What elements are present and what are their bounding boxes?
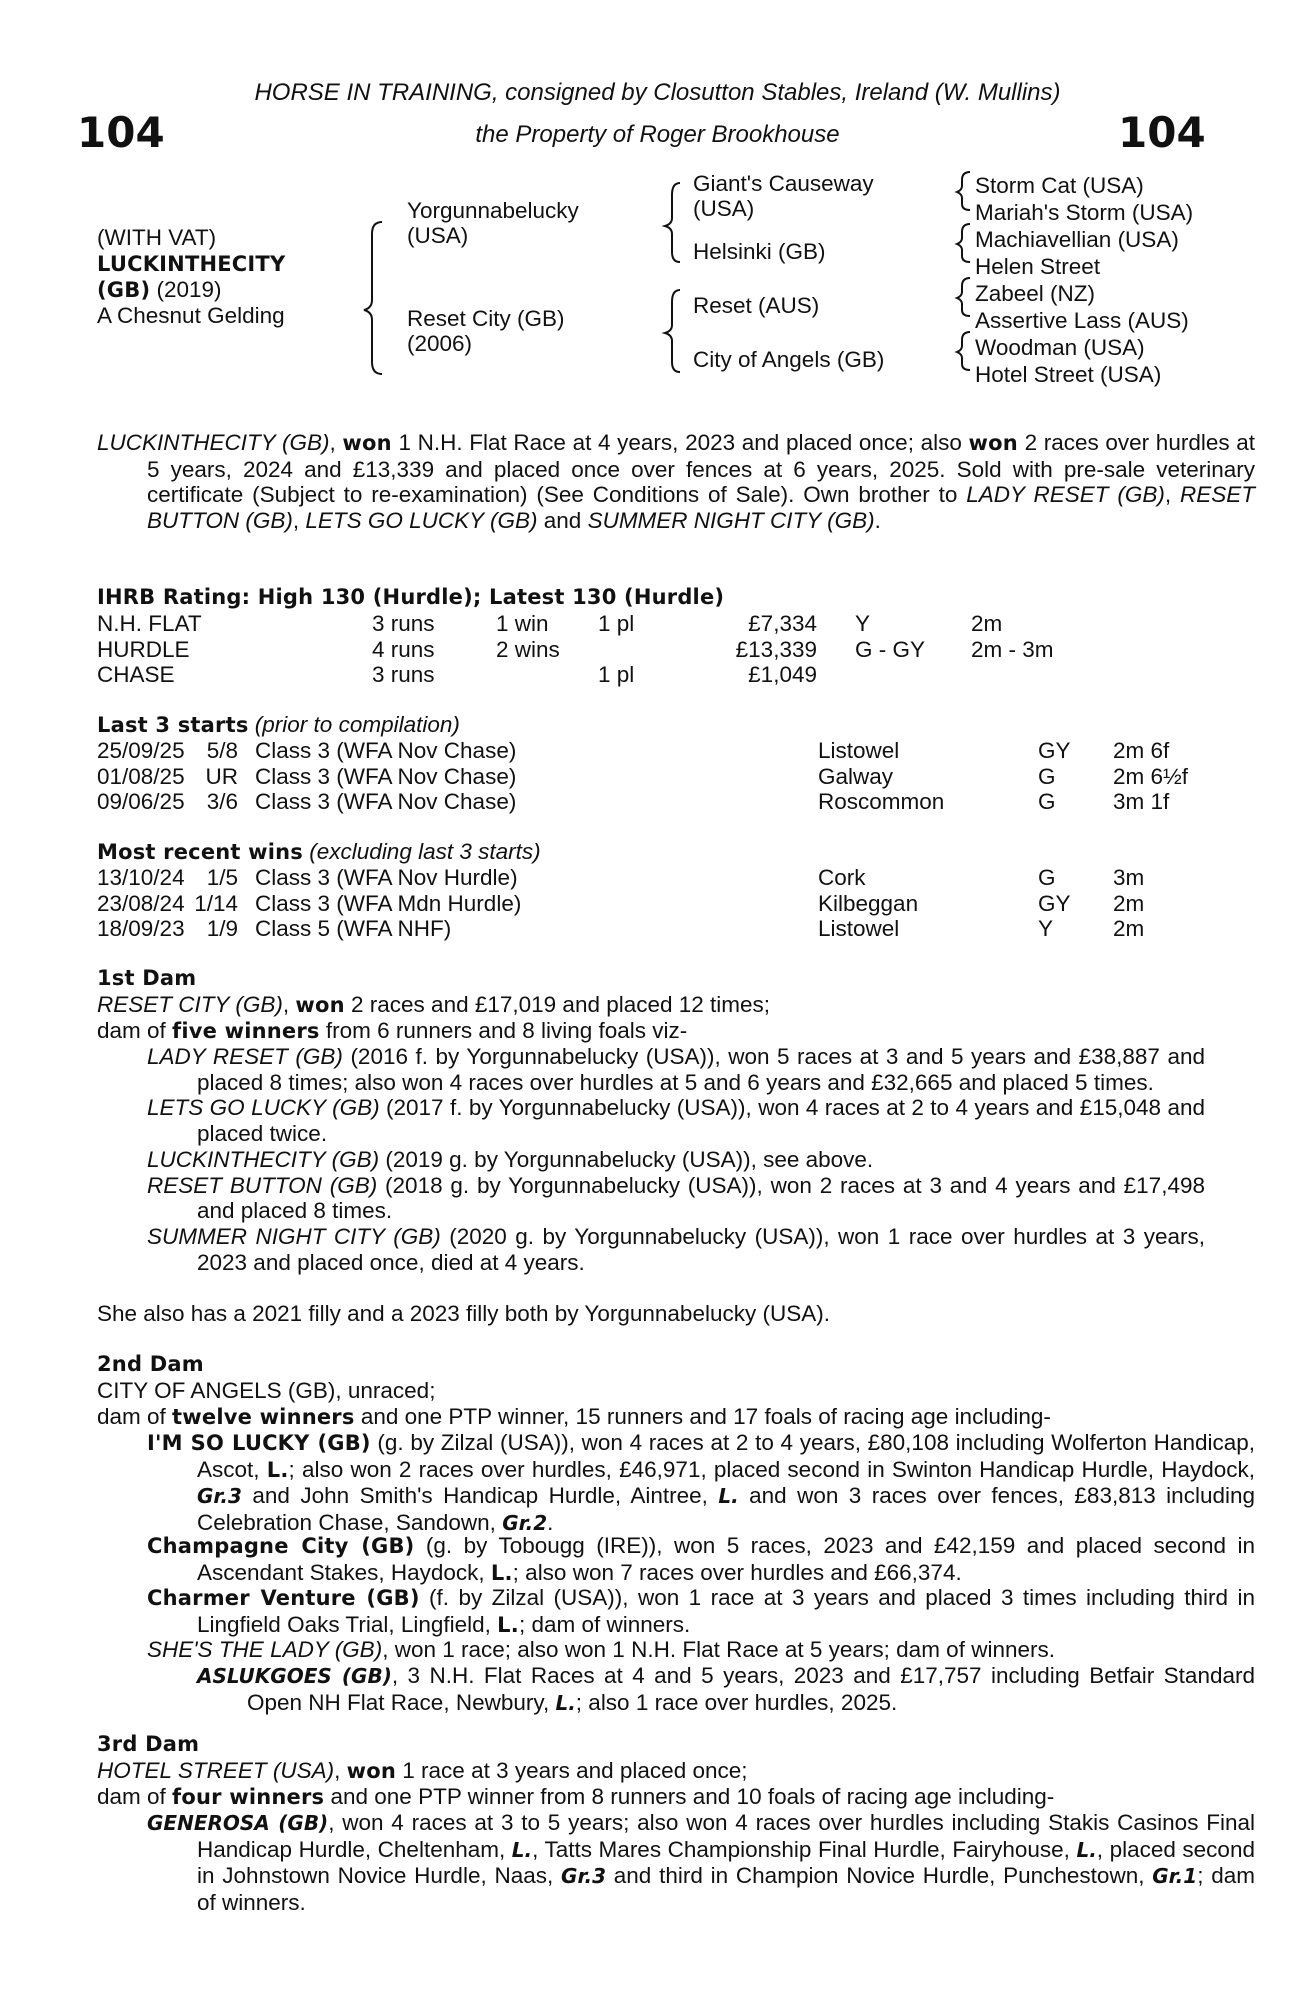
sibling-name: LADY RESET (GB) bbox=[966, 482, 1165, 508]
race-going: Y bbox=[1038, 916, 1054, 942]
last-starts-heading bbox=[97, 712, 460, 739]
sire-country: (USA) bbox=[407, 223, 469, 248]
dam1-produce-text: from 6 runners and 8 living foals viz- bbox=[319, 1018, 688, 1043]
progeny-name: I'M SO LUCKY (GB) bbox=[147, 1431, 371, 1455]
progeny-text: and third in Champion Novice Hurdle, Punchestown, bbox=[606, 1863, 1153, 1889]
rating-placed: 1 pl bbox=[598, 611, 635, 636]
group-badge: Gr.2 bbox=[502, 1511, 548, 1536]
progeny-text: ; also won 2 races over hurdles, £46,971, placed second in Swinton Handicap Hurdle, Haydock, bbox=[288, 1456, 1255, 1482]
rating-going: Y bbox=[855, 611, 871, 636]
race-position: 1/14 bbox=[194, 890, 238, 916]
summary-won: won bbox=[968, 431, 1018, 455]
race-distance: 3m 1f bbox=[1113, 789, 1170, 815]
separator: , bbox=[1164, 482, 1180, 508]
race-position: 1/9 bbox=[206, 916, 238, 942]
race-going: G bbox=[1038, 789, 1056, 815]
listed-badge: L. bbox=[1076, 1837, 1097, 1862]
race-date: 09/06/25 bbox=[97, 789, 185, 815]
race-distance: 2m bbox=[1113, 890, 1145, 916]
dam1-winners: five winners bbox=[172, 1019, 320, 1043]
gen3-ancestor: Machiavellian (USA) bbox=[975, 227, 1179, 252]
brace-g3-1 bbox=[957, 172, 970, 210]
dam-of-label: dam of bbox=[97, 1018, 173, 1043]
progeny-name: Charmer Venture (GB) bbox=[147, 1586, 420, 1610]
rating-wins: 2 wins bbox=[496, 636, 560, 662]
race-course: Listowel bbox=[818, 916, 900, 942]
gen3-ancestor: Mariah's Storm (USA) bbox=[975, 200, 1194, 225]
pedigree-dam bbox=[407, 306, 565, 356]
rating-prize: £7,334 bbox=[748, 611, 817, 636]
group-badge: Gr.3 bbox=[197, 1484, 242, 1509]
brace-gen1 bbox=[364, 222, 382, 374]
rating-prize: £1,049 bbox=[748, 662, 817, 688]
race-distance: 3m bbox=[1113, 865, 1145, 890]
brace-g3-3 bbox=[957, 278, 970, 316]
sibling-name: SUMMER NIGHT CITY (GB) bbox=[587, 508, 875, 534]
dam-year: (2006) bbox=[407, 331, 473, 356]
progeny-name: LADY RESET (GB) bbox=[147, 1044, 343, 1069]
dam3-name: HOTEL STREET (USA) bbox=[97, 1758, 335, 1783]
progeny-text: (2017 f. by Yorgunnabelucky (USA)), won 4 races at 2 to 4 years and £15,048 and placed twice. bbox=[197, 1095, 1205, 1147]
dam2-produce-text: and one PTP winner, 15 runners and 17 foals of racing age including- bbox=[354, 1404, 1051, 1429]
progeny-text: (2018 g. by Yorgunnabelucky (USA)), won 2 races at 3 and 4 years and £17,498 and placed 8 times. bbox=[197, 1172, 1205, 1224]
dam2-granddaughter-progeny bbox=[197, 1663, 1255, 1716]
dam2-progeny-1 bbox=[147, 1430, 1255, 1537]
race-class: Class 3 (WFA Nov Chase) bbox=[255, 738, 517, 763]
race-course: Galway bbox=[818, 763, 894, 789]
progeny-text: , won 1 race; also won 1 N.H. Flat Race at 5 years; dam of winners. bbox=[382, 1637, 1055, 1662]
progeny-name: LETS GO LUCKY (GB) bbox=[147, 1095, 380, 1121]
dam1-name: RESET CITY (GB) bbox=[97, 992, 283, 1017]
dam2-title: 2nd Dam bbox=[97, 1352, 204, 1376]
listed-badge: L. bbox=[718, 1484, 739, 1509]
race-class: Class 3 (WFA Mdn Hurdle) bbox=[255, 890, 522, 916]
recent-wins-title: Most recent wins bbox=[97, 840, 304, 864]
race-going: G bbox=[1038, 865, 1056, 890]
progeny-text: and won 3 races over fences, £83,813 including Celebration Chase, Sandown, bbox=[197, 1483, 1255, 1536]
progeny-entry bbox=[147, 1173, 1205, 1224]
rating-type: CHASE bbox=[97, 662, 175, 688]
horse-description: A Chesnut Gelding bbox=[97, 303, 285, 328]
progeny-text: ; also 1 race over hurdles, 2025. bbox=[575, 1689, 898, 1715]
pedigree-dam-dam: City of Angels (GB) bbox=[693, 347, 885, 372]
race-date: 23/08/24 bbox=[97, 890, 185, 916]
rating-distance: 2m bbox=[971, 611, 1003, 636]
listed-badge: L. bbox=[266, 1457, 289, 1482]
race-distance: 2m bbox=[1113, 916, 1145, 942]
progeny-text: ; dam of winners. bbox=[197, 1863, 1255, 1916]
dam3-title: 3rd Dam bbox=[97, 1732, 200, 1756]
dam3-produce-text: and one PTP winner from 8 runners and 10 foals of racing age including- bbox=[324, 1784, 1055, 1809]
gen3-ancestor: Woodman (USA) bbox=[975, 335, 1145, 360]
dam1-rec: 2 races and £17,019 and placed 12 times; bbox=[344, 992, 771, 1017]
recent-wins-subtitle: (excluding last 3 starts) bbox=[309, 839, 541, 864]
race-course: Cork bbox=[818, 865, 866, 890]
race-going: G bbox=[1038, 763, 1056, 789]
dam1-progeny-list bbox=[147, 1044, 1205, 1275]
group-badge: Gr.1 bbox=[1152, 1864, 1198, 1889]
rating-wins: 1 win bbox=[496, 611, 549, 636]
race-date: 01/08/25 bbox=[97, 763, 185, 789]
race-course: Roscommon bbox=[818, 789, 945, 815]
property-line: the Property of Roger Brookhouse bbox=[475, 121, 840, 148]
pedigree-sire-sire bbox=[693, 171, 874, 221]
brace-dam bbox=[665, 290, 680, 372]
dam1-produce bbox=[97, 1018, 687, 1045]
dam3-won: won bbox=[346, 1759, 397, 1783]
race-distance: 2m 6½f bbox=[1113, 763, 1189, 789]
rating-distance: 2m - 3m bbox=[971, 636, 1054, 662]
race-date: 18/09/23 bbox=[97, 916, 185, 942]
race-class: Class 5 (WFA NHF) bbox=[255, 916, 452, 942]
progeny-text: (2019 g. by Yorgunnabelucky (USA)), see above. bbox=[379, 1146, 874, 1172]
gen3-ancestor: Storm Cat (USA) bbox=[975, 173, 1144, 198]
rating-type: HURDLE bbox=[97, 636, 190, 662]
race-class: Class 3 (WFA Nov Chase) bbox=[255, 789, 517, 815]
race-course: Listowel bbox=[818, 738, 900, 763]
progeny-name: ASLUKGOES (GB) bbox=[197, 1664, 392, 1688]
horse-country: (GB) bbox=[97, 278, 151, 302]
dam3-rec: 1 race at 3 years and placed once; bbox=[396, 1758, 748, 1783]
separator: . bbox=[874, 508, 881, 534]
dam-name: Reset City (GB) bbox=[407, 306, 565, 331]
listed-badge: L. bbox=[511, 1837, 533, 1862]
pedigree-dam-sire: Reset (AUS) bbox=[693, 293, 820, 318]
race-date: 25/09/25 bbox=[97, 738, 185, 763]
progeny-text: , placed second in Johnstown Novice Hurdle, Naas, bbox=[197, 1836, 1255, 1889]
lot-number-right: 104 bbox=[1118, 108, 1206, 157]
progeny-text: , Tatts Mares Championship Final Hurdle, Fairyhouse, bbox=[532, 1836, 1077, 1862]
dam-of-label: dam of bbox=[97, 1784, 173, 1809]
dam1-record: RESET CITY (GB), won 2 races and £17,019 and placed 12 times; bbox=[97, 992, 771, 1017]
listed-badge: L. bbox=[490, 1560, 513, 1585]
rating-runs: 3 runs bbox=[372, 662, 435, 688]
progeny-text: , won 4 races at 3 to 5 years; also won 4 races over hurdles including Stakis Casinos Final Handicap Hurdle, Cheltenham, bbox=[197, 1810, 1255, 1862]
progeny-text: (g. by Zilzal (USA)), won 4 races at 2 to 4 years, £80,108 including Wolferton Handicap, Ascot, bbox=[197, 1430, 1255, 1482]
dam1-title: 1st Dam bbox=[97, 966, 197, 990]
race-class: Class 3 (WFA Nov Hurdle) bbox=[255, 865, 518, 890]
listed-badge: L. bbox=[555, 1690, 576, 1715]
sibling-name: RESET BUTTON (GB) bbox=[147, 482, 1255, 534]
gen3-ancestor: Helen Street bbox=[975, 254, 1101, 279]
horse-year: (2019) bbox=[156, 277, 222, 302]
sibling-name: LETS GO LUCKY (GB) bbox=[305, 508, 538, 534]
progeny-name: SUMMER NIGHT CITY (GB) bbox=[147, 1223, 441, 1249]
progeny-entry bbox=[147, 1224, 1205, 1275]
dam2-winners: twelve winners bbox=[172, 1405, 355, 1429]
separator: and bbox=[537, 508, 588, 534]
rating-prize: £13,339 bbox=[735, 636, 817, 662]
gen3-ancestor: Hotel Street (USA) bbox=[975, 362, 1162, 387]
progeny-name: Champagne City (GB) bbox=[147, 1534, 415, 1558]
dam1-won: won bbox=[295, 993, 345, 1017]
brace-g3-2 bbox=[957, 224, 970, 262]
summary-horse-name: LUCKINTHECITY (GB) bbox=[97, 430, 330, 455]
pedigree-sire-dam: Helsinki (GB) bbox=[693, 239, 826, 264]
progeny-name: LUCKINTHECITY (GB) bbox=[147, 1146, 380, 1172]
rating-type: N.H. FLAT bbox=[97, 611, 202, 636]
gen3-ancestor: Assertive Lass (AUS) bbox=[975, 308, 1189, 333]
progeny-name: GENEROSA (GB) bbox=[147, 1811, 329, 1835]
dam3-produce bbox=[97, 1784, 1054, 1811]
progeny-text: (2020 g. by Yorgunnabelucky (USA)), won 1 race over hurdles at 3 years, 2023 and placed once, died at 4 years. bbox=[197, 1223, 1205, 1275]
progeny-text: (2016 f. by Yorgunnabelucky (USA)), won 5 races at 3 and 5 years and £38,887 and placed 8 times; also won 4 races over hurdles at 5 and 6 years and £32,665 and placed 5 times. bbox=[197, 1044, 1205, 1095]
progeny-text: (f. by Zilzal (USA)), won 1 race at 3 years and placed 3 times including third in Lingfield Oaks Trial, Lingfield, bbox=[197, 1585, 1255, 1637]
sire-sire-name: Giant's Causeway bbox=[693, 171, 874, 196]
progeny-entry bbox=[147, 1147, 1205, 1173]
recent-wins-heading bbox=[97, 839, 541, 866]
separator: , bbox=[292, 508, 306, 534]
gen3-ancestor: Zabeel (NZ) bbox=[975, 281, 1096, 306]
progeny-text: ; also won 7 races over hurdles and £66,374. bbox=[512, 1559, 962, 1585]
rating-runs: 3 runs bbox=[372, 611, 435, 636]
race-going: GY bbox=[1038, 738, 1071, 763]
race-date: 13/10/24 bbox=[97, 865, 185, 890]
progeny-name: SHE'S THE LADY (GB) bbox=[147, 1637, 383, 1662]
vat-label: (WITH VAT) bbox=[97, 225, 217, 250]
pedigree-sire bbox=[407, 198, 579, 248]
progeny-entry bbox=[147, 1095, 1205, 1146]
race-position: 5/8 bbox=[206, 738, 238, 763]
listed-badge: L. bbox=[497, 1612, 519, 1637]
progeny-text: ; dam of winners. bbox=[518, 1611, 691, 1637]
brace-g3-4 bbox=[957, 332, 970, 370]
dam2-progeny-4 bbox=[147, 1637, 1055, 1663]
pedigree-gen3 bbox=[975, 172, 1193, 388]
progeny-text: , 3 N.H. Flat Races at 4 and 5 years, 2023 and £17,757 including Betfair Standard Open NH Flat Race, Newbury, bbox=[247, 1663, 1255, 1715]
consignment-line: HORSE IN TRAINING, consigned by Closutton Stables, Ireland (W. Mullins) bbox=[254, 79, 1061, 106]
sire-name: Yorgunnabelucky bbox=[407, 198, 579, 223]
dam2-progeny-3 bbox=[147, 1585, 1255, 1638]
progeny-name: RESET BUTTON (GB) bbox=[147, 1172, 378, 1198]
dam-of-label: dam of bbox=[97, 1404, 173, 1429]
sire-sire-country: (USA) bbox=[693, 196, 755, 221]
dam3-winners: four winners bbox=[172, 1785, 325, 1809]
last-starts-subtitle: (prior to compilation) bbox=[254, 712, 460, 737]
group-badge: Gr.3 bbox=[561, 1864, 606, 1889]
dam2-produce bbox=[97, 1404, 1051, 1431]
dam3-record: HOTEL STREET (USA), won 1 race at 3 years and placed once; bbox=[97, 1758, 748, 1783]
progeny-text: (g. by Tobougg (IRE)), won 5 races, 2023 and £42,159 and placed second in Ascendant Stakes, Haydock, bbox=[197, 1533, 1256, 1585]
dam2-progeny-2 bbox=[147, 1533, 1255, 1586]
rating-placed: 1 pl bbox=[598, 662, 635, 688]
race-position: UR bbox=[205, 763, 238, 789]
rating-runs: 4 runs bbox=[372, 636, 435, 662]
summary-text: 1 N.H. Flat Race at 4 years, 2023 and placed once; also bbox=[391, 430, 969, 455]
rating-title: IHRB Rating: High 130 (Hurdle); Latest 130 (Hurdle) bbox=[97, 585, 725, 609]
lot-number-left: 104 bbox=[77, 108, 165, 157]
summary-text: 2 races over hurdles at 5 years, 2024 and £13,339 and placed once over fences at 6 years, 2025. Sold with pre-sale veterinary certificate (Subject to re-examination) (See Conditions of Sale). Own brother to bbox=[147, 430, 1256, 508]
brace-sire bbox=[665, 183, 680, 262]
race-summary: LUCKINTHECITY (GB), won 1 N.H. Flat Race at 4 years, 2023 and placed once; also won 2 races over hurdles at 5 years, 2024 and £13,339 and placed once over fences at 6 years, 2025. Sold with pre-sale veterinary certificate (Subject to re-examination) (See Conditions of Sale). Own brother to LADY RESET (GB), RESET BUTTON (GB), LETS GO LUCKY (GB) and SUMMER NIGHT CITY (GB). bbox=[97, 430, 1256, 534]
summary-won: won bbox=[342, 431, 392, 455]
last-starts-title: Last 3 starts bbox=[97, 713, 249, 737]
dam2-name: CITY OF ANGELS (GB), unraced; bbox=[97, 1378, 436, 1403]
dam1-footer: She also has a 2021 filly and a 2023 filly both by Yorgunnabelucky (USA). bbox=[97, 1301, 830, 1326]
progeny-text: and John Smith's Handicap Hurdle, Aintree, bbox=[241, 1483, 719, 1509]
race-distance: 2m 6f bbox=[1113, 738, 1170, 763]
dam3-progeny-1 bbox=[147, 1810, 1255, 1916]
race-position: 1/5 bbox=[206, 865, 238, 890]
rating-going: G - GY bbox=[855, 636, 926, 662]
progeny-entry bbox=[147, 1044, 1205, 1095]
race-course: Kilbeggan bbox=[818, 890, 919, 916]
race-going: GY bbox=[1038, 890, 1071, 916]
race-class: Class 3 (WFA Nov Chase) bbox=[255, 763, 517, 789]
progeny-text: . bbox=[547, 1510, 554, 1536]
horse-name: LUCKINTHECITY bbox=[97, 252, 286, 276]
race-position: 3/6 bbox=[206, 789, 238, 815]
